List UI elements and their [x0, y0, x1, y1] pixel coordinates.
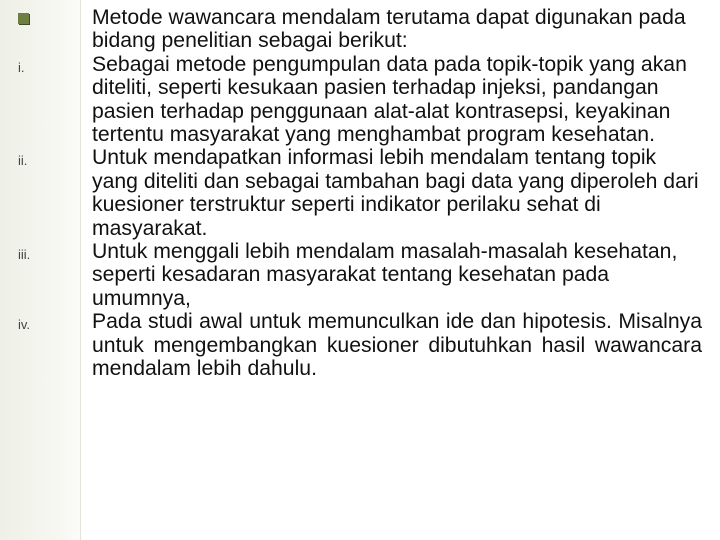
list-item	[18, 52, 702, 147]
list-item-text: Untuk menggali lebih mendalam masalah-masalah kesehatan, seperti kesadaran masyarakat tentang kesehatan pada umumnya,	[92, 240, 678, 310]
square-bullet-icon	[18, 13, 29, 24]
intro-paragraph	[92, 6, 702, 53]
list-item	[18, 146, 702, 240]
list-item-text: Pada studi awal untuk memunculkan ide dan hipotesis. Misalnya untuk mengembangkan kuesioner dibutuhkan hasil wawancara mendalam lebih dahulu.	[92, 310, 702, 381]
intro-text: Metode wawancara mendalam terutama dapat digunakan pada bidang penelitian sebagai berikut:	[92, 6, 686, 53]
list-marker: i.	[18, 59, 25, 75]
slide-body	[18, 6, 702, 381]
list-item-text: Untuk mendapatkan informasi lebih mendalam tentang topik yang diteliti dan sebagai tambahan bagi data yang diperoleh dari kuesioner terstruktur seperti indikator perilaku sehat di masyarakat.	[92, 146, 699, 240]
left-decor-band	[0, 0, 80, 540]
left-decor-divider	[80, 0, 81, 540]
list-marker: ii.	[18, 153, 28, 169]
list-item	[18, 240, 702, 310]
list-marker: iii.	[18, 247, 31, 263]
list-item	[18, 310, 702, 381]
list-item-text: Sebagai metode pengumpulan data pada topik-topik yang akan diteliti, seperti kesukaan pasien terhadap injeksi, pandangan pasien terhadap penggunaan alat-alat kontrasepsi, keyakinan tertentu masyarakat yang menghambat program kesehatan.	[92, 52, 687, 147]
list-marker: iv.	[18, 317, 31, 333]
